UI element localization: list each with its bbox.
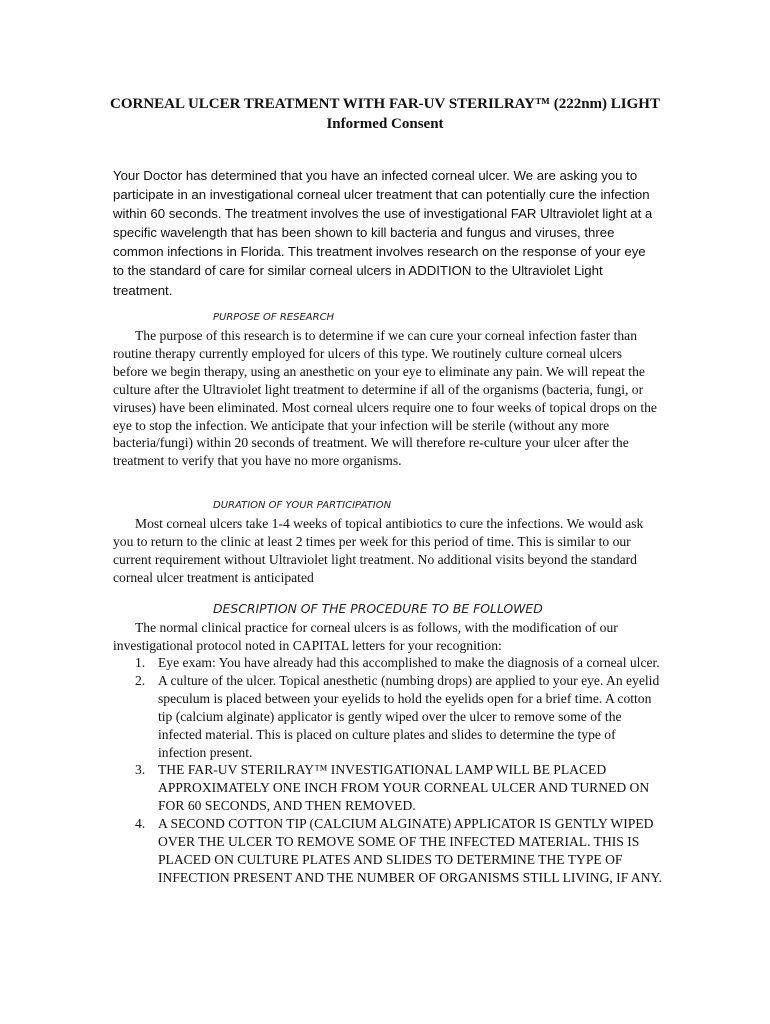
document-subtitle: Informed Consent [326, 116, 444, 132]
duration-heading: DURATION OF YOUR PARTICIPATION [213, 500, 392, 511]
step-text: A SECOND COTTON TIP (CALCIUM ALGINATE) APPLICATOR IS GENTLY WIPED OVER THE ULCER TO REMOVE SOME OF THE INFECTED MATERIAL. THIS IS PLACED ON CULTURE PLATES AND SLIDES TO DETERMINE THE TYPE OF INFECTION PRESENT AND THE NUMBER OF ORGANISMS STILL LIVING, IF ANY. [158, 816, 663, 885]
procedure-step [113, 654, 663, 672]
step-text: THE FAR-UV STERILRAY™ INVESTIGATIONAL LAMP WILL BE PLACED APPROXIMATELY ONE INCH FROM YOUR CORNEAL ULCER AND TURNED ON FOR 60 SECONDS, AND THEN REMOVED. [158, 762, 650, 814]
step-number: 4. [135, 816, 146, 832]
step-number: 2. [135, 672, 146, 688]
procedure-step [113, 815, 663, 887]
procedure-step [113, 761, 663, 815]
step-text: A culture of the ulcer. Topical anesthetic (numbing drops) are applied to your eye. An eyelid speculum is placed between your eyelids to hold the eyelids open for a brief time. A cotton tip (calcium alginate) applicator is gently wiped over the ulcer to remove some of the infected material. This is placed on culture plates and slides to determine the type of infection present. [158, 672, 660, 760]
procedure-heading: DESCRIPTION OF THE PROCEDURE TO BE FOLLOWED [213, 601, 543, 616]
step-number: 1. [135, 655, 146, 670]
document-title: CORNEAL ULCER TREATMENT WITH FAR-UV STERILRAY™ (222nm) LIGHT [110, 96, 660, 112]
step-number: 3. [135, 762, 146, 778]
procedure-paragraph: The normal clinical practice for corneal ulcers is as follows, with the modification of our investigational protocol noted in CAPITAL letters for your recognition: [113, 620, 618, 653]
duration-paragraph: Most corneal ulcers take 1-4 weeks of topical antibiotics to cure the infections. We would ask you to return to the clinic at least 2 times per week for this period of time. This is similar to our current requirement without Ultraviolet light treatment. No additional visits beyond the standard corneal ulcer treatment is anticipated [113, 516, 644, 585]
procedure-steps-list [113, 654, 663, 887]
purpose-heading: PURPOSE OF RESEARCH [213, 312, 335, 323]
step-text: Eye exam: You have already had this accomplished to make the diagnosis of a corneal ulcer. [158, 655, 660, 670]
intro-paragraph: Your Doctor has determined that you have an infected corneal ulcer. We are asking you to participate in an investigational corneal ulcer treatment that can potentially cure the infection within 60 seconds. The treatment involves the use of investigational FAR Ultraviolet light at a specific wavelength that has been shown to kill bacteria and fungus and viruses, three common infections in Florida. This treatment involves research on the response of your eye to the standard of care for similar corneal ulcers in ADDITION to the Ultraviolet Light treatment. [113, 168, 653, 298]
procedure-step [113, 672, 663, 762]
purpose-paragraph: The purpose of this research is to determine if we can cure your corneal infection faster than routine therapy currently employed for ulcers of this type. We routinely culture corneal ulcers before we begin therapy, using an anesthetic on your eye to eliminate any pain. We will repeat the culture after the Ultraviolet light treatment to determine if all of the organisms (bacteria, fungi, or viruses) have been eliminated. Most corneal ulcers require one to four weeks of topical drops on the eye to stop the infection. We anticipate that your infection will be sterile (without any more bacteria/fungi) within 20 seconds of treatment. We will therefore re-culture your ulcer after the treatment to verify that you have no more organisms. [113, 328, 657, 469]
